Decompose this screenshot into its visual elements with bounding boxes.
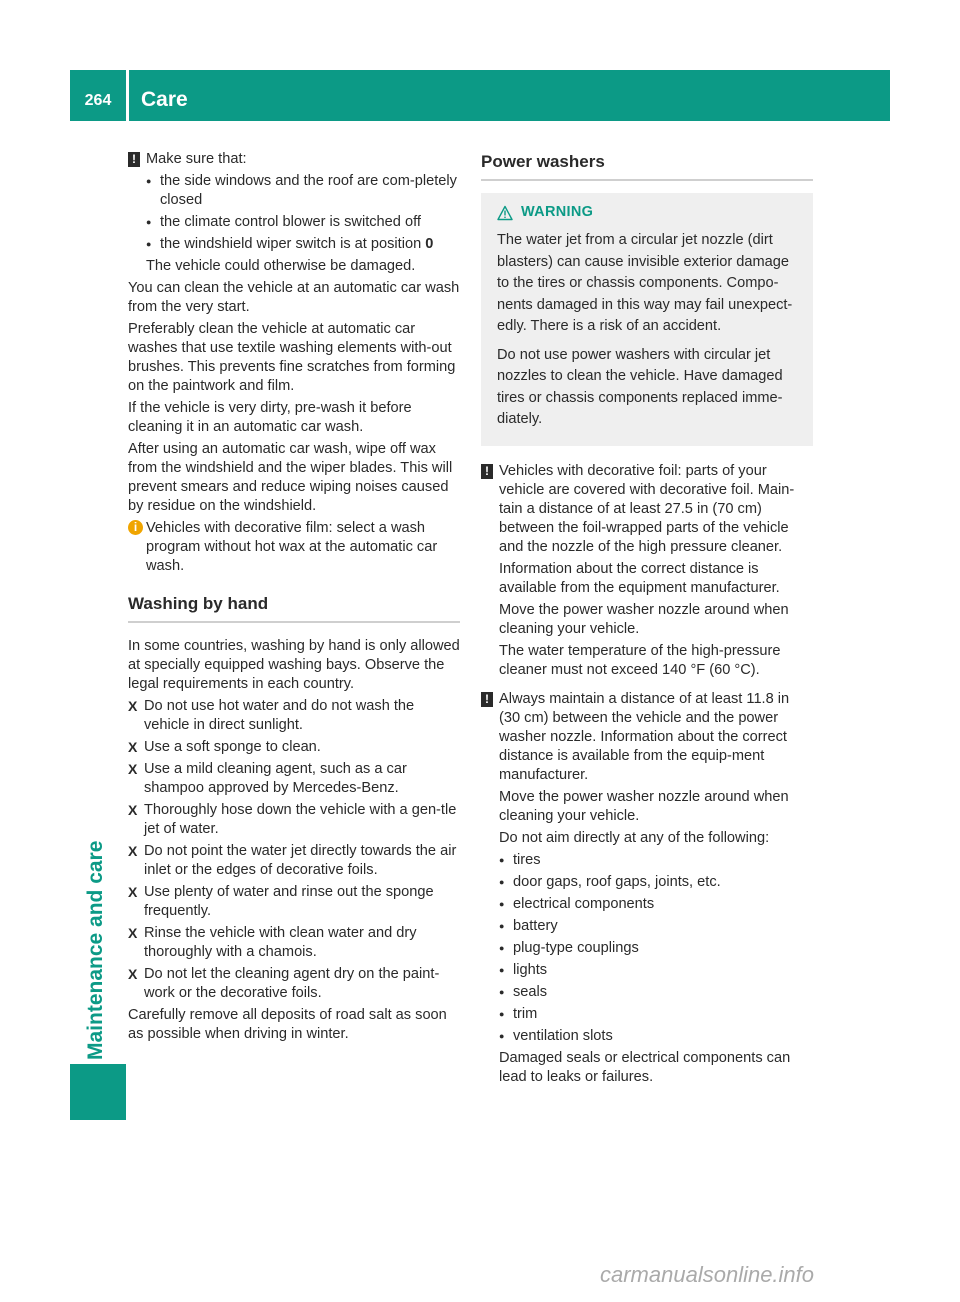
step-arrow-icon: X: [128, 925, 138, 941]
step-arrow-icon: X: [128, 739, 138, 755]
step-item: [128, 924, 460, 962]
info-text: Vehicles with decorative film: select a wash program without hot wax at the automatic car wash.: [146, 520, 438, 574]
header-divider: [126, 70, 129, 121]
note-text: Do not aim directly at any of the following:: [499, 829, 770, 846]
bullet-list: [146, 172, 460, 254]
position-value: 0: [425, 236, 434, 252]
side-tab: [82, 840, 115, 1063]
side-tab-marker: [70, 1064, 126, 1120]
paragraph: You can clean the vehicle at an automatic car wash from the very start.: [128, 280, 460, 315]
list-item: ● trim: [499, 1005, 813, 1024]
step-text: Use a mild cleaning agent, such as a car shampoo approved by Mercedes-Benz.: [144, 761, 407, 796]
note-text: Damaged seals or electrical components can lead to leaks or failures.: [499, 1049, 791, 1085]
warning-triangle-icon: [497, 205, 513, 221]
bullet-list: [499, 851, 813, 1046]
closing-paragraph: Carefully remove all deposits of road salt as soon as possible when driving in winter.: [128, 1007, 447, 1042]
note-text: Vehicles with decorative foil: parts of your vehicle are covered with decorative foil. Main-tain a distance of at least 27.5 in (70 cm) between the foil-wrapped parts of the vehicle and the nozzle of the high pressure cleaner.: [499, 462, 795, 555]
list-item: ● the climate control blower is switched off: [146, 213, 460, 232]
step-text: Do not let the cleaning agent dry on the paint-work or the decorative foils.: [144, 966, 440, 1001]
list-item: ● lights: [499, 961, 813, 980]
note-text: The water temperature of the high-pressure cleaner must not exceed 140 °F (60 °C).: [499, 642, 781, 678]
paragraph: After using an automatic car wash, wipe off wax from the windshield and the wiper blades. This will prevent smears and reduce wiping noises caused by residue on the windshield.: [128, 441, 453, 514]
side-tab-label: Maintenance and care: [84, 840, 107, 1060]
warning-text: The water jet from a circular jet nozzle (dirt blasters) can cause invisible exterior damage to the tires or chassis components. Compo-nents damaged in this way may fail unexpect-edly. There is a risk of an accident.: [497, 232, 793, 334]
note-intro: Make sure that:: [146, 151, 247, 167]
list-item: ● plug-type couplings: [499, 939, 813, 958]
note-text: Move the power washer nozzle around when cleaning your vehicle.: [499, 601, 789, 637]
section-intro: In some countries, washing by hand is only allowed at specially equipped washing bays. Observe the legal requirements in each country.: [128, 638, 460, 692]
step-item: [128, 697, 460, 735]
note-after: The vehicle could otherwise be damaged.: [146, 258, 416, 274]
note-text: Always maintain a distance of at least 11.8 in (30 cm) between the vehicle and the power washer nozzle. Information about the correct distance is available from the equip-ment manufacturer.: [499, 690, 790, 783]
step-text: Thoroughly hose down the vehicle with a gen-tle jet of water.: [144, 802, 457, 837]
step-arrow-icon: X: [128, 966, 138, 982]
step-text: Use a soft sponge to clean.: [144, 739, 321, 755]
warning-header: [497, 203, 803, 222]
caution-icon: !: [128, 152, 140, 167]
list-item: ● door gaps, roof gaps, joints, etc.: [499, 873, 813, 892]
list-item: ● the side windows and the roof are com-pletely closed: [146, 172, 460, 210]
step-item: [128, 883, 460, 921]
step-item: [128, 842, 460, 880]
info-note: [128, 519, 460, 576]
list-item: ● tires: [499, 851, 813, 870]
caution-icon: !: [481, 692, 493, 707]
header-title: Care: [141, 88, 188, 111]
list-item-text: the windshield wiper switch is at position: [160, 236, 426, 252]
step-arrow-icon: X: [128, 802, 138, 818]
step-text: Use plenty of water and rinse out the sponge frequently.: [144, 884, 434, 919]
step-item: [128, 965, 460, 1003]
list-item: ● seals: [499, 983, 813, 1002]
step-arrow-icon: X: [128, 843, 138, 859]
warning-title: WARNING: [521, 204, 594, 220]
list-item: ● ventilation slots: [499, 1027, 813, 1046]
info-icon: i: [128, 520, 143, 535]
list-item: ● electrical components: [499, 895, 813, 914]
caution-note: [481, 462, 813, 680]
warning-text: Do not use power washers with circular jet nozzles to clean the vehicle. Have damaged tires or chassis components replaced imme-diately.: [497, 346, 783, 427]
step-list: [128, 697, 460, 1003]
page-number: 264: [84, 92, 112, 109]
caution-note: [128, 150, 460, 276]
step-item: [128, 738, 460, 757]
step-text: Do not use hot water and do not wash the vehicle in direct sunlight.: [144, 698, 415, 733]
section-title: Washing by hand: [128, 594, 460, 623]
section-title: Power washers: [481, 152, 813, 181]
warning-box: [481, 193, 813, 446]
step-arrow-icon: X: [128, 698, 138, 714]
paragraph: If the vehicle is very dirty, pre-wash it before cleaning it in an automatic car wash.: [128, 400, 412, 435]
note-text: Move the power washer nozzle around when cleaning your vehicle.: [499, 788, 789, 824]
watermark: carmanualsonline.info: [600, 1262, 815, 1287]
list-item: [146, 235, 460, 254]
left-column: [128, 150, 460, 1047]
step-arrow-icon: X: [128, 761, 138, 777]
step-item: [128, 801, 460, 839]
step-item: [128, 760, 460, 798]
right-column: [481, 150, 813, 1090]
header-bar: [70, 70, 890, 121]
step-arrow-icon: X: [128, 884, 138, 900]
step-text: Do not point the water jet directly towards the air inlet or the edges of decorative foils.: [144, 843, 457, 878]
list-item: ● battery: [499, 917, 813, 936]
caution-icon: !: [481, 464, 493, 479]
note-text: Information about the correct distance is available from the equipment manufacturer.: [499, 560, 780, 596]
caution-note: [481, 690, 813, 1087]
paragraph: Preferably clean the vehicle at automatic car washes that use textile washing elements with-out brushes. This prevents fine scratches from forming on the paintwork and film.: [128, 321, 456, 394]
step-text: Rinse the vehicle with clean water and dry thoroughly with a chamois.: [144, 925, 417, 960]
